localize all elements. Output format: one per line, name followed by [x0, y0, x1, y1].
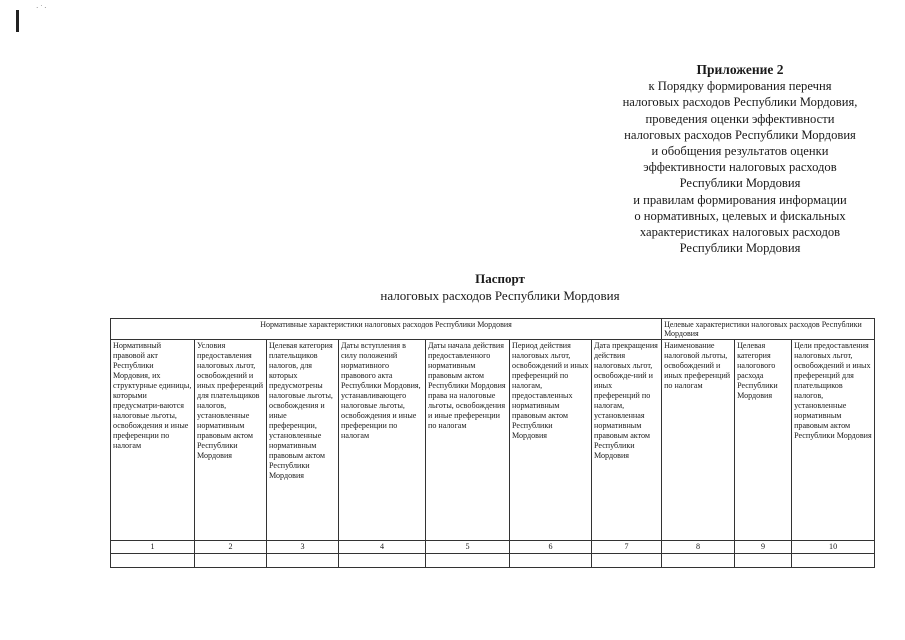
column-number: 6: [510, 541, 592, 554]
column-header: Период действия налоговых льгот, освобождений и иных преференций по налогам, предоставленных нормативным правовым актом Республики Мордовия: [510, 340, 592, 541]
scan-edge-mark: [16, 10, 19, 32]
column-number: 10: [792, 541, 875, 554]
column-header: Даты вступления в силу положений нормативного правового акта Республики Мордовия, устанавливающего налоговые льготы, освобождения и иные преференции по налогам: [339, 340, 426, 541]
column-number: 7: [592, 541, 662, 554]
column-number: 8: [662, 541, 735, 554]
appendix-line: налоговых расходов Республики Мордовия,: [622, 95, 858, 110]
column-header: Целевая категория плательщиков налогов, для которых предусмотрены налоговые льготы, освобождения и иные преференции, установленные нормативным правовым актом Республики Мордовия: [267, 340, 339, 541]
column-number: 2: [195, 541, 267, 554]
appendix-line: налоговых расходов Республики Мордовия: [624, 127, 856, 142]
passport-title: Паспорт: [475, 271, 525, 286]
group-target-header: Целевые характеристики налоговых расходов Республики Мордовия: [662, 319, 875, 340]
table-cell: [735, 554, 792, 568]
table-cell: [510, 554, 592, 568]
appendix-line: Республики Мордовия: [679, 176, 801, 191]
table-cell: [111, 554, 195, 568]
appendix-line: характеристиках налоговых расходов: [639, 225, 841, 240]
appendix-line: к Порядку формирования перечня: [648, 79, 832, 94]
table-empty-row: [111, 554, 875, 568]
appendix-line: и правилам формирования информации: [633, 192, 847, 207]
appendix-line: и обобщения результатов оценки: [651, 144, 829, 159]
passport-heading: [340, 270, 660, 304]
column-header: Цели предоставления налоговых льгот, освобождений и иных преференций для плательщиков налогов, установленные нормативным правовым актом Республики Мордовия: [792, 340, 875, 541]
table-cell: [426, 554, 510, 568]
table-group-row: [111, 319, 875, 340]
column-number: 4: [339, 541, 426, 554]
column-header: Условия предоставления налоговых льгот, освобождений и иных преференций для плательщиков налогов, установленные нормативным правовым актом Республики Мордовия: [195, 340, 267, 541]
column-number-row: [111, 541, 875, 554]
column-header: Даты начала действия предоставленного нормативным правовым актом Республики Мордовия права на налоговые льготы, освобождения и иные преференции по налогам: [426, 340, 510, 541]
appendix-line: эффективности налоговых расходов: [643, 160, 837, 175]
appendix-title: Приложение 2: [696, 62, 784, 77]
passport-table: [110, 318, 875, 568]
column-header: Целевая категория налогового расхода Республики Мордовия: [735, 340, 792, 541]
table-cell: [267, 554, 339, 568]
appendix-line: проведения оценки эффективности: [645, 111, 835, 126]
appendix-line: Республики Мордовия: [679, 241, 801, 256]
column-header: Дата прекращения действия налоговых льгот, освобожде-ний и иных преференций по налогам, установленная нормативным правовым актом Республики Мордовия: [592, 340, 662, 541]
table-cell: [592, 554, 662, 568]
column-header: Наименование налоговой льготы, освобождений и иных преференций по налогам: [662, 340, 735, 541]
table-header-row: [111, 340, 875, 541]
column-header: Нормативный правовой акт Республики Мордовия, их структурные единицы, которыми предусматри-ваются налоговые льготы, освобождения и иные преференции по налогам: [111, 340, 195, 541]
appendix-line: о нормативных, целевых и фискальных: [634, 208, 846, 223]
appendix-header: [590, 62, 890, 256]
passport-subtitle: налоговых расходов Республики Мордовия: [380, 288, 620, 303]
table-cell: [195, 554, 267, 568]
column-number: 1: [111, 541, 195, 554]
group-normative-header: Нормативные характеристики налоговых расходов Республики Мордовия: [111, 319, 662, 340]
column-number: 3: [267, 541, 339, 554]
table-cell: [339, 554, 426, 568]
scan-noise: · ˙ ·: [36, 4, 47, 12]
column-number: 9: [735, 541, 792, 554]
table-cell: [792, 554, 875, 568]
table-cell: [662, 554, 735, 568]
column-number: 5: [426, 541, 510, 554]
